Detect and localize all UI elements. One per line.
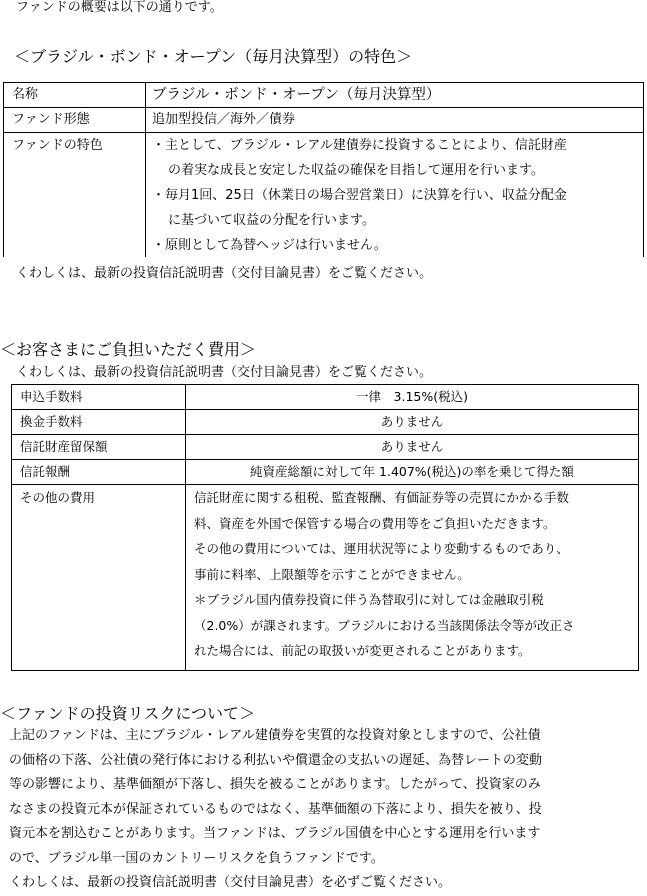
other-cost-line: （2.0%）が課されます。ブラジルにおける当該関係法令等が改正さ [194, 617, 575, 633]
other-cost-line: その他の費用については、運用状況等により変動するものであり、 [194, 541, 569, 556]
cost-heading: ＜お客さまにご負担いただく費用＞ [0, 340, 257, 359]
fund-row-features [4, 133, 644, 259]
fund-name-label: 名称 [4, 83, 146, 108]
cost-row [12, 435, 639, 460]
cost-row [12, 460, 639, 485]
fund-heading: ＜ブラジル・ボンド・オープン（毎月決算型）の特色＞ [14, 47, 413, 66]
cost-label: 信託財産留保額 [12, 435, 186, 460]
cost-value: 純資産総額に対して年 1.407%(税込)の率を乗じて得た額 [186, 460, 639, 485]
cost-label: 申込手数料 [12, 385, 186, 410]
fund-name-value: ブラジル・ボンド・オープン（毎月決算型） [146, 83, 644, 108]
risk-line: 資元本を割込むことがあります。当ファンドは、ブラジル国債を中心とする運用を行います [9, 826, 541, 841]
cost-row [12, 385, 639, 410]
cost-other-label: その他の費用 [12, 485, 186, 671]
risk-line: なさまの投資元本が保証されているものではなく、基準価額の下落により、損失を被り、投 [9, 801, 542, 817]
fund-table [3, 82, 644, 259]
cost-value: ありません [186, 410, 639, 435]
cost-value: 一律 3.15%(税込) [186, 385, 639, 410]
intro-text: ファンドの概要は以下の通りです。 [16, 0, 223, 15]
other-cost-line: れた場合には、前記の取扱いが変更されることがあります。 [194, 643, 531, 658]
fund-type-label: ファンド形態 [4, 108, 146, 133]
other-cost-line: 事前に料率、上限額等を示すことができません。 [194, 566, 470, 582]
risk-line: 等の影響により、基準価額が下落し、損失を被ることがあります。したがって、投資家のみ [9, 777, 541, 792]
fund-features-label: ファンドの特色 [4, 133, 146, 259]
other-cost-line: 信託財産に関する租税、監査報酬、有価証券等の売買にかかる手数 [194, 490, 570, 505]
fund-note: くわしくは、最新の投資信託説明書（交付目論見書）をご覧ください。 [16, 266, 433, 281]
cost-value: ありません [186, 435, 639, 460]
feature-line: に基づいて収益の分配を行います。 [168, 213, 375, 228]
risk-text [9, 724, 542, 896]
risk-line: ので、ブラジル単一国のカントリーリスクを負うファンドです。 [9, 850, 384, 866]
cost-table [11, 384, 639, 671]
other-cost-line: 料、資産を外国で保管する場合の費用等をご負担いただきます。 [194, 515, 556, 531]
risk-line: の価格の下落、公社債の発行体における利払いや償還金の支払いの遅延、為替レートの変動 [9, 752, 543, 768]
risk-heading: ＜ファンドの投資リスクについて＞ [0, 704, 256, 723]
fund-features-cell [146, 133, 644, 259]
feature-line: ・毎月1回、25日（休業日の場合翌営業日）に決算を行い、収益分配金 [152, 188, 567, 203]
fund-type-value: 追加型投信／海外／債券 [146, 108, 644, 133]
cost-row-other [12, 485, 639, 671]
cost-note: くわしくは、最新の投資信託説明書（交付目論見書）をご覧ください。 [16, 365, 433, 380]
cost-other-cell [186, 485, 639, 671]
fund-row-type [4, 108, 644, 133]
fund-row-name [4, 83, 644, 108]
feature-line: ・原則として為替ヘッジは行いません。 [152, 238, 387, 253]
cost-label: 換金手数料 [12, 410, 186, 435]
feature-line: ・主として、ブラジル・レアル建債券に投資することにより、信託財産 [152, 138, 567, 153]
cost-row [12, 410, 639, 435]
cost-label: 信託報酬 [12, 460, 186, 485]
other-cost-line: ＊ブラジル国内債券投資に伴う為替取引に対しては金融取引税 [194, 592, 544, 607]
risk-line: くわしくは、最新の投資信託説明書（交付目論見書）を必ずご覧ください。 [9, 875, 452, 890]
feature-line: の着実な成長と安定した収益の確保を目指して運用を行います。 [168, 163, 544, 178]
risk-line: 上記のファンドは、主にブラジル・レアル建債券を実質的な投資対象としますので、公社債 [9, 728, 541, 743]
